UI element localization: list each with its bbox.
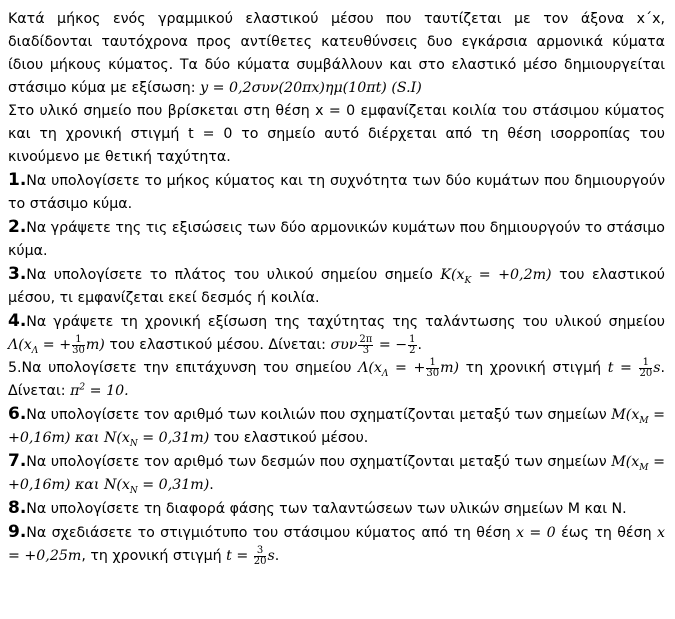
question-text: Να υπολογίσετε τον αριθμό των κοιλιών που σχηματίζονται μεταξύ των σημείων <box>26 407 612 423</box>
point-lambda: $\Lambda(x_\Lambda$ = + $\frac{1}{30}$ m) <box>358 356 460 379</box>
question-7: 7.Να υπολογίσετε τον αριθμό των δεσμών που σχηματίζονται μεταξύ των σημείων $M(x_M = +0,16m)$ και $N(x_N = 0,31m)$. <box>8 451 665 496</box>
position-end: x = +0,25m <box>8 525 665 564</box>
time-value: t = $\frac{1}{20}$ s <box>607 356 661 379</box>
intro-text-2: Στο υλικό σημείο που βρίσκεται στη θέση x = 0 εμφανίζεται κοιλία του στάσιμου κύματος και τη χρονική στιγμή t = 0 το σημείο αυτό διέρχεται από τη θέση ισορροπίας του κινούμενο με θετική ταχύτητα. <box>8 103 665 165</box>
fraction: $\frac{1}{2}$ <box>409 333 416 356</box>
question-5 <box>8 357 665 403</box>
question-6 <box>8 403 665 450</box>
point-lambda: $\Lambda(x_\Lambda$ = + $\frac{1}{30}$ m) <box>8 333 105 356</box>
question-number: 9. <box>8 522 27 542</box>
question-text: Να υπολογίσετε τη διαφορά φάσης των ταλαντώσεων των υλικών σημείων Μ και Ν. <box>26 501 627 517</box>
question-text: Να υπολογίσετε την επιτάχυνση του σημείου <box>21 360 359 376</box>
question-4: 4.Να γράψετε τη χρονική εξίσωση της ταχύτητας της ταλάντωσης του υλικού σημείου $\Lambda(x_\Lambda$ = + $\frac{1}{30}$ m) του ελαστικού μέσου. Δίνεται: συν $\frac{2\pi}{3}$ = − $\frac{1}{2}$ . <box>8 311 665 356</box>
question-number: 2. <box>8 217 27 237</box>
question-text-end: του ελαστικού μέσου, τι εμφανίζεται εκεί δεσμός ή κοιλία. <box>8 267 665 306</box>
fraction: $\frac{2\pi}{3}$ <box>359 333 373 356</box>
question-number: 8. <box>8 498 27 518</box>
question-text-end: του ελαστικού μέσου. <box>209 430 369 446</box>
position-start: x = 0 <box>516 525 556 541</box>
intro-paragraph <box>8 8 665 100</box>
question-text-mid: του ελαστικού μέσου. Δίνεται: <box>104 337 331 353</box>
points-m-n: $M(x_M = +0,16m)$ και $N(x_N = 0,31m)$ <box>8 407 665 449</box>
question-9: 9.Να σχεδιάσετε το στιγμιότυπο του στάσιμου κύματος από τη θέση x = 0 έως τη θέση x = +0,25m, τη χρονική στιγμή t = $\frac{3}{20}$ s. <box>8 522 665 567</box>
question-number: 1. <box>8 170 27 190</box>
fraction: $\frac{1}{20}$ <box>639 356 653 379</box>
question-2 <box>8 216 665 263</box>
question-text: Να υπολογίσετε το μήκος κύματος και τη συχνότητα των δύο κυμάτων που δημιουργούν το στάσιμο κύμα. <box>8 173 665 212</box>
fraction: $\frac{1}{30}$ <box>72 333 85 356</box>
given-label: . Δίνεται: <box>8 360 665 399</box>
question-text-mid: έως τη θέση <box>555 525 657 541</box>
question-text: Να υπολογίσετε τον αριθμό των δεσμών που σχηματίζονται μεταξύ των σημείων <box>26 454 612 470</box>
standing-wave-equation: y = 0,2συν(20πx)ημ(10πt) (S.I) <box>200 80 422 96</box>
point-k: $K(x_K = +0,2m)$ <box>440 267 552 286</box>
question-text: Να γράψετε τη χρονική εξίσωση της ταχύτητας της ταλάντωσης του υλικού σημείου <box>26 314 665 330</box>
cos-given: συν $\frac{2\pi}{3}$ = − $\frac{1}{2}$ <box>330 333 416 356</box>
question-text: Να γράψετε της τις εξισώσεις των δύο αρμονικών κυμάτων που δημιουργούν το στάσιμο κύμα. <box>8 220 665 259</box>
intro-paragraph-2 <box>8 100 665 169</box>
question-text-mid: τη χρονική στιγμή <box>459 360 608 376</box>
question-number: 6. <box>8 404 27 424</box>
fraction: $\frac{3}{20}$ <box>253 544 267 567</box>
question-number: 3. <box>8 264 27 284</box>
pi-given: $\pi^2 = 10$. <box>70 382 129 399</box>
points-m-n: $M(x_M = +0,16m)$ και $N(x_N = 0,31m)$ <box>8 454 665 496</box>
question-8 <box>8 497 665 521</box>
intro-text: Κατά μήκος ενός γραμμικού ελαστικού μέσου που ταυτίζεται με τον άξονα x΄x, διαδίδονται ταυτόχρονα προς αντίθετες κατευθύνσεις δυο εγκάρσια αρμονικά κύματα ίδιου μήκους κύματος. Τα δύο κύματα συμβάλλουν και στο ελαστικό μέσο δημιουργείται στάσιμο κύμα με εξίσωση: <box>8 11 665 96</box>
question-text: Να υπολογίσετε το πλάτος του υλικού σημείου σημείο <box>26 267 441 283</box>
question-text: Να σχεδιάσετε το στιγμιότυπο του στάσιμου κύματος από τη θέση <box>26 525 517 541</box>
question-number: 5. <box>8 360 22 376</box>
question-text-mid-2: , τη χρονική στιγμή <box>81 548 227 564</box>
time-value: t = $\frac{3}{20}$ s <box>226 544 275 567</box>
question-number: 4. <box>8 311 27 331</box>
question-1 <box>8 169 665 216</box>
question-number: 7. <box>8 451 27 471</box>
fraction: $\frac{1}{30}$ <box>426 356 440 379</box>
question-3 <box>8 263 665 310</box>
